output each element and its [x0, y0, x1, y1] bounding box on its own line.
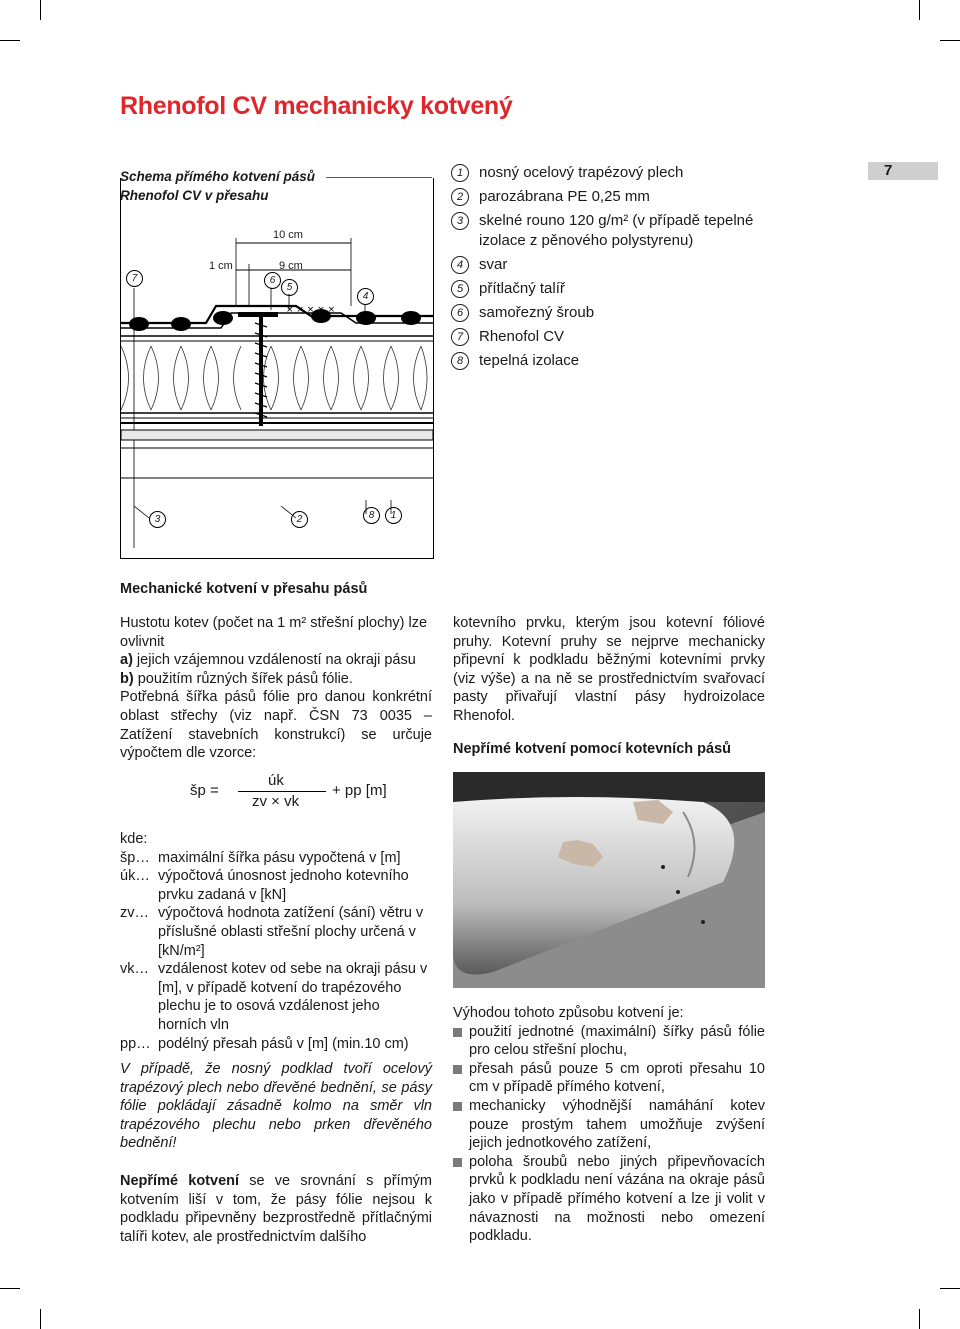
crop-mark	[0, 1288, 20, 1289]
legend-item: 7 Rhenofol CV	[451, 327, 781, 347]
callout-5: 5	[281, 279, 298, 296]
photo-illustration	[453, 772, 765, 988]
schema-title-line1: Schema přímého kotvení pásů	[120, 169, 316, 184]
callout-3: 3	[149, 511, 166, 528]
callout-6: 6	[264, 272, 281, 289]
callout-1: 1	[385, 507, 402, 524]
definition-row: vk… vzdálenost kotev od sebe na okraji pásu v [m], v případě kotvení do trapézového plechu je to osová vzdálenost jeho horních vln	[120, 961, 428, 1033]
callout-4: 4	[357, 288, 374, 305]
legend-item: 2 parozábrana PE 0,25 mm	[451, 187, 781, 207]
dimension-1cm-label: 1 cm	[209, 260, 233, 272]
advantages-list	[453, 1023, 765, 1246]
definition-row: šp… maximální šířka pásu vypočtená v [m]	[120, 849, 401, 866]
dimension-10cm-label: 10 cm	[273, 229, 303, 241]
section-heading-mechanical: Mechanické kotvení v přesahu pásů	[120, 581, 368, 597]
formula-lhs: šp =	[190, 782, 219, 799]
page-title: Rhenofol CV mechanicky kotvený	[120, 92, 513, 120]
crop-mark	[940, 40, 960, 41]
column2-paragraph: kotevního prvku, kterým jsou kotevní fóliové pruhy. Kotevní pruhy se nejprve mechanicky připevní k podkladu běžnými kotevními prvky (viz výše) a na ně se prostřednictvím svařovací pasty přivařují vlastní pásy hydroizolace Rhenofol.	[453, 615, 765, 724]
indirect-anchoring-paragraph: Nepřímé kotvení se ve srovnání s přímým kotvením liší v tom, že pásy fólie nejsou k podkladu připevněny bezprostředně přítlačnými talíři kotev, ale prostřednictvím dalšího	[120, 1173, 432, 1245]
callout-2: 2	[291, 511, 308, 528]
section1-item-a: a) jejich vzájemnou vzdáleností na okraji pásu	[120, 652, 416, 669]
section1-body	[120, 614, 432, 763]
advantages-section	[453, 1004, 765, 1246]
formula-numerator: úk	[268, 772, 284, 789]
crop-mark	[40, 1309, 41, 1329]
formula-fraction-bar	[238, 791, 326, 792]
section1-item-b: b) použitím různých šířek pásů fólie.	[120, 670, 353, 687]
crop-mark	[0, 40, 20, 41]
callout-8: 8	[363, 507, 380, 524]
membrane-roll-photo	[453, 772, 765, 988]
svg-text:× × × × ×: × × × × ×	[286, 305, 336, 315]
legend-item: 3 skelné rouno 120 g/m² (v případě tepelné izolace z pěnového polystyrenu)	[451, 211, 781, 251]
crop-mark	[919, 1309, 920, 1329]
width-formula	[190, 772, 420, 812]
legend-item: 8 tepelná izolace	[451, 351, 781, 371]
crop-mark	[940, 1288, 960, 1289]
definition-row: úk… výpočtová únosnost jednoho kotevního prvku zadaná v [kN]	[120, 868, 409, 903]
advantage-item: použití jednotné (maximální) šířky pásů fólie pro celou střešní plochu,	[453, 1023, 765, 1060]
legend-item: 4 svar	[451, 255, 781, 275]
definition-row: zv… výpočtová hodnota zatížení (sání) větru v příslušné oblasti střešní plochy určená v [kN/m²]	[120, 905, 424, 959]
schema-title-line2: Rhenofol CV v přesahu	[120, 188, 269, 203]
crop-mark	[40, 0, 41, 20]
formula-denominator: zv × vk	[252, 793, 300, 810]
definition-row: pp… podélný přesah pásů v [m] (min.10 cm)	[120, 1035, 409, 1052]
definitions-list	[120, 830, 432, 1053]
legend-item: 1 nosný ocelový trapézový plech	[451, 163, 781, 183]
crop-mark	[919, 0, 920, 20]
section1-intro: Hustotu kotev (počet na 1 m² střešní plochy) lze ovlivnit	[120, 615, 428, 650]
definitions-intro: kde:	[120, 831, 148, 847]
orientation-note: V případě, že nosný podklad tvoří ocelový trapézový plech nebo dřevěné bednění, se pásy fólie pokládají zásadně kolmo na směr vln trapézového plechu nebo prken dřevěného bednění!	[120, 1061, 432, 1152]
advantage-item: přesah pásů pouze 5 cm oproti přesahu 10 cm v případě přímého kotvení,	[453, 1060, 765, 1097]
page-number: 7	[884, 162, 893, 179]
legend-item: 5 přítlačný talíř	[451, 279, 781, 299]
roof-section-diagram	[120, 178, 434, 559]
section1-paragraph: Potřebná šířka pásů fólie pro danou konkrétní oblast střechy (viz např. ČSN 73 0035 – Zatížení stavebních konstrukcí) se určuje výpočtem dle vzorce:	[120, 689, 432, 762]
advantage-item: mechanicky výhodnější namáhání kotev pouze prostým tahem umožňuje zvýšení jejich jednotkového zatížení,	[453, 1097, 765, 1153]
callout-7: 7	[126, 270, 143, 287]
advantage-item: poloha šroubů nebo jiných připevňovacích prvků k podkladu není vázána na okraje pásů jako v případě přímého kotvení a lze ji volit v návaznosti na možnosti nebo omezení podkladu.	[453, 1153, 765, 1246]
section-heading-indirect: Nepřímé kotvení pomocí kotevních pásů	[453, 741, 731, 757]
dimension-9cm-label: 9 cm	[279, 260, 303, 272]
legend-item: 6 samořezný šroub	[451, 303, 781, 323]
formula-rhs: + pp [m]	[332, 782, 387, 799]
diagram-legend	[451, 163, 781, 375]
advantages-intro: Výhodou tohoto způsobu kotvení je:	[453, 1005, 684, 1021]
page-tab	[868, 162, 938, 180]
